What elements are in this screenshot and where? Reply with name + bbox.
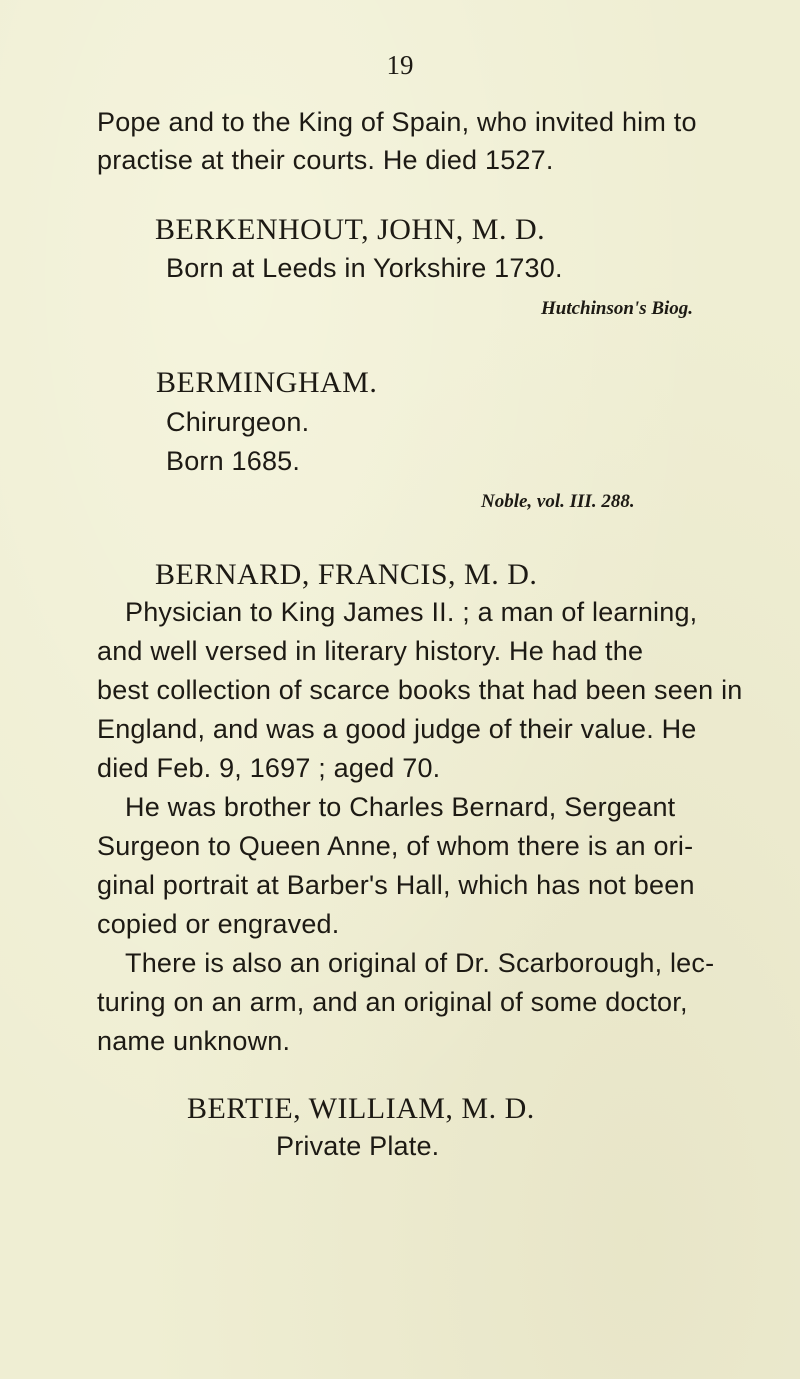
entry-line: England, and was a good judge of their value. He xyxy=(97,714,697,744)
entry-line: Born 1685. xyxy=(166,446,301,476)
opening-line: practise at their courts. He died 1527. xyxy=(97,145,554,175)
opening-line: Pope and to the King of Spain, who invited him to xyxy=(97,107,697,137)
entry-line: turing on an arm, and an original of some doctor, xyxy=(97,987,688,1017)
entry-line: There is also an original of Dr. Scarborough, lec- xyxy=(125,948,715,978)
entry-heading-bermingham: BERMINGHAM. xyxy=(156,366,378,399)
entry-line: best collection of scarce books that had been seen in xyxy=(97,675,743,705)
entry-line: Born at Leeds in Yorkshire 1730. xyxy=(166,253,563,283)
entry-source: Hutchinson's Biog. xyxy=(541,298,694,319)
entry-line: ginal portrait at Barber's Hall, which has not been xyxy=(97,870,695,900)
entry-line: name unknown. xyxy=(97,1026,291,1056)
entry-line: died Feb. 9, 1697 ; aged 70. xyxy=(97,753,441,783)
entry-source: Noble, vol. III. 288. xyxy=(481,491,635,512)
entry-heading-bertie: BERTIE, WILLIAM, M. D. xyxy=(187,1092,535,1125)
page-number: 19 xyxy=(386,50,414,80)
entry-line: He was brother to Charles Bernard, Sergeant xyxy=(125,792,676,822)
entry-line: copied or engraved. xyxy=(97,909,340,939)
entry-heading-bernard: BERNARD, FRANCIS, M. D. xyxy=(155,558,538,591)
entry-line: Surgeon to Queen Anne, of whom there is an ori- xyxy=(97,831,694,861)
entry-line: Chirurgeon. xyxy=(166,407,310,437)
entry-heading-berkenhout: BERKENHOUT, JOHN, M. D. xyxy=(155,213,546,246)
entry-line: Private Plate. xyxy=(276,1131,440,1161)
entry-line: and well versed in literary history. He had the xyxy=(97,636,644,666)
entry-line: Physician to King James II. ; a man of learning, xyxy=(125,597,698,627)
